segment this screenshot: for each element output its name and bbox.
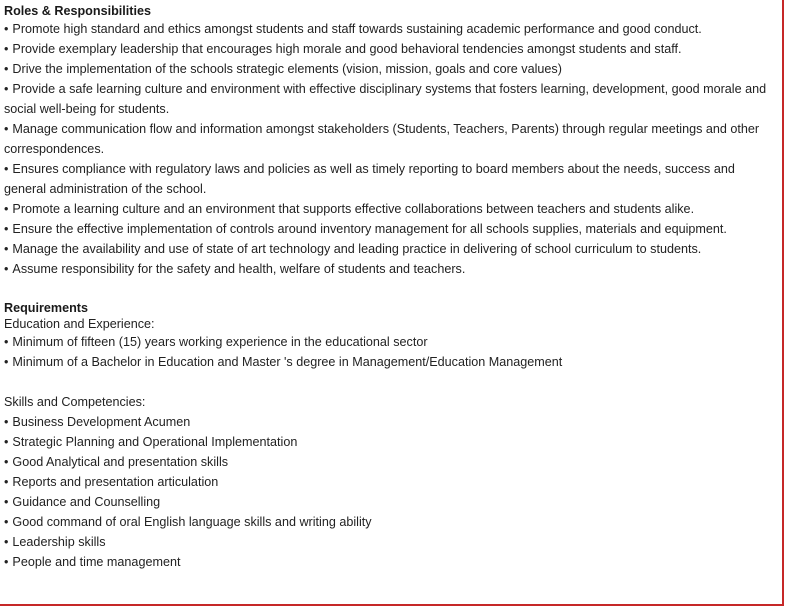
roles-heading: Roles & Responsibilities: [4, 4, 151, 18]
requirements-heading: Requirements: [4, 301, 88, 315]
education-label: Education and Experience:: [4, 317, 155, 331]
list-item: • Guidance and Counselling: [4, 495, 161, 509]
skills-list: [4, 412, 774, 572]
spacer: [4, 372, 774, 392]
list-item: • Promote a learning culture and an environment that supports effective collaborations between teachers and students alike.: [4, 202, 695, 216]
list-item: • Ensure the effective implementation of controls around inventory management for all schools supplies, materials and equipment.: [4, 222, 727, 236]
spacer: [4, 279, 774, 299]
list-item: • Manage the availability and use of state of art technology and leading practice in delivering of school curriculum to students.: [4, 242, 702, 256]
list-item: • Minimum of a Bachelor in Education and Master 's degree in Management/Education Management: [4, 355, 563, 369]
list-item: • Assume responsibility for the safety and health, welfare of students and teachers.: [4, 262, 466, 276]
list-item: • Minimum of fifteen (15) years working experience in the educational sector: [4, 335, 428, 349]
skills-label: Skills and Competencies:: [4, 395, 146, 409]
list-item: • Good command of oral English language skills and writing ability: [4, 515, 372, 529]
list-item: • Leadership skills: [4, 535, 106, 549]
job-description: [4, 2, 774, 572]
list-item: • Business Development Acumen: [4, 415, 191, 429]
list-item: • Manage communication flow and information amongst stakeholders (Students, Teachers, Parents) through regular meetings and other correspondences.: [4, 122, 760, 156]
list-item: • Ensures compliance with regulatory laws and policies as well as timely reporting to board members about the needs, success and general administration of the school.: [4, 162, 735, 196]
list-item: • Drive the implementation of the schools strategic elements (vision, mission, goals and core values): [4, 62, 562, 76]
list-item: • Good Analytical and presentation skills: [4, 455, 229, 469]
list-item: • People and time management: [4, 555, 181, 569]
education-list: [4, 332, 774, 372]
list-item: • Provide a safe learning culture and environment with effective disciplinary systems that fosters learning, development, good morale and social well-being for students.: [4, 82, 767, 116]
list-item: • Reports and presentation articulation: [4, 475, 219, 489]
roles-list: [4, 19, 774, 279]
list-item: • Strategic Planning and Operational Implementation: [4, 435, 298, 449]
list-item: • Provide exemplary leadership that encourages high morale and good behavioral tendencies amongst students and staff.: [4, 42, 682, 56]
list-item: • Promote high standard and ethics amongst students and staff towards sustaining academic performance and good conduct.: [4, 22, 702, 36]
